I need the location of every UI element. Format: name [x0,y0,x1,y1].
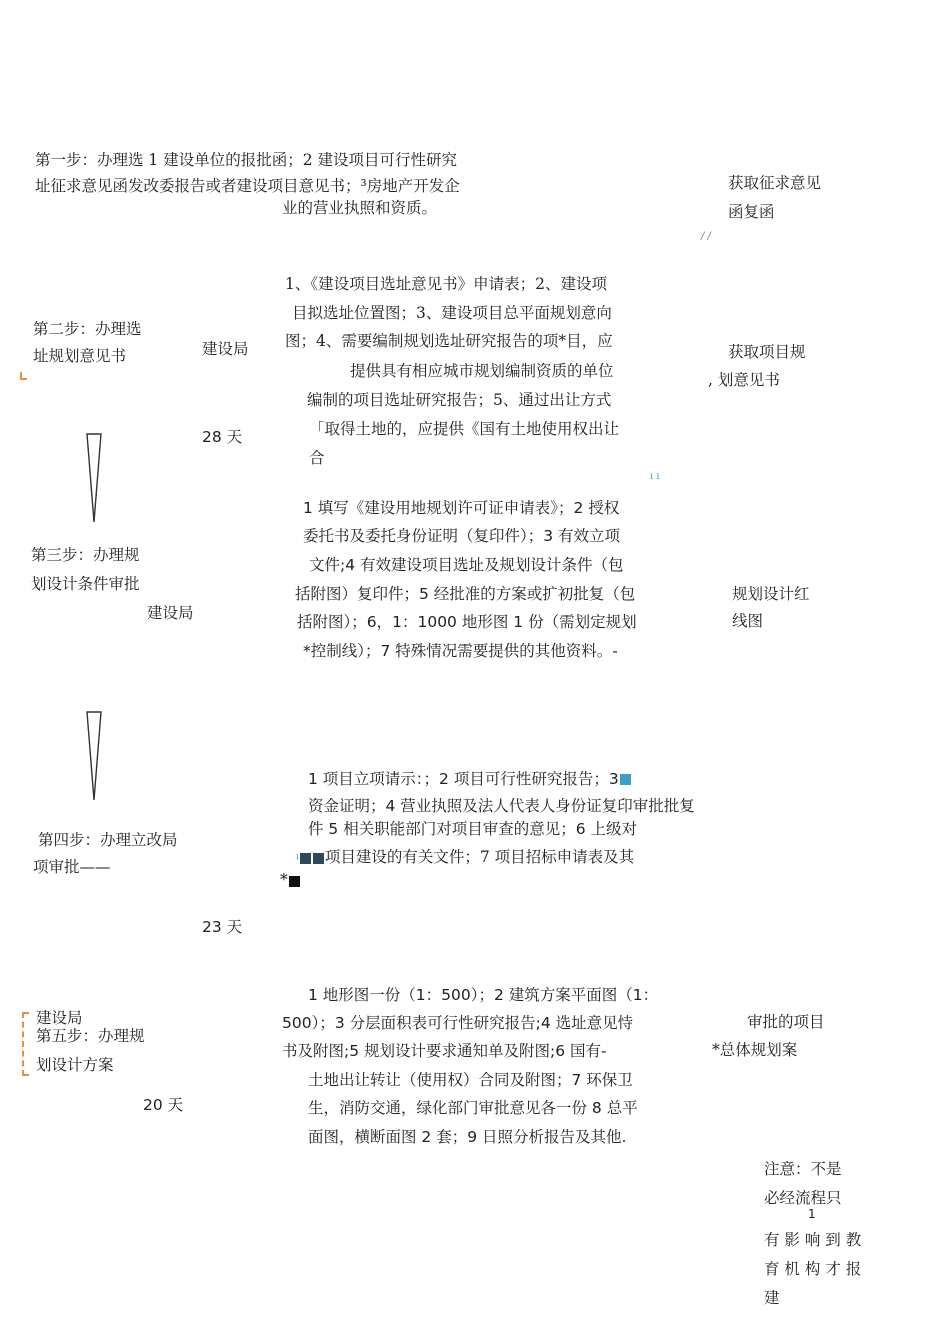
square-icon [300,853,311,864]
step3-material-line-5: 括附图）；6，1：1000 地形图 1 份（需划定规划 [297,613,637,631]
step2-material-line-2: 目拟选址位置图；3、建设项目总平面规划意向 [292,304,612,322]
step5-material-line-2: 500）；3 分层面积表可行性研究报告;4 选址意见恃 [282,1014,634,1032]
step4-material-line-1-text: 1 项目立项请示：；2 项目可行性研究报告；3 [308,770,619,788]
step3-agency: 建设局 [147,604,194,622]
step3-material-line-6: *控制线）；7 特殊情况需要提供的其他资料。- [303,642,618,660]
step4-material-line-4 [296,843,634,872]
step1-line-3: 业的营业执照和资质。 [282,199,438,217]
step5-material-line-1: 1 地形图一份（1：500）；2 建筑方案平面图（1： [308,986,659,1004]
blue-square-icon [620,774,631,785]
step4-material-line-3: 件 5 相关职能部门对项目审查的意见；6 上级对 [308,820,638,838]
page-number: 1 [808,1207,816,1221]
step4-mark: ı [296,852,299,862]
step2-material-line-1: 1、《建设项目选址意见书》申请表；2、建设项 [285,275,607,293]
step5-title-line-1: 第五步：办理规 [36,1027,145,1045]
step1-mark: / / [701,231,711,242]
step3-material-line-1: 1 填写《建设用地规划许可证申请表》；2 授权 [303,499,620,517]
step4-title-line-2: 项审批—— [33,858,111,876]
step3-result-line-2: 线图 [732,612,764,630]
step1-result-line-1: 获取征求意见 [728,174,822,192]
step5-title-line-2: 划设计方案 [36,1056,114,1074]
step5-material-line-6: 面图，横断面图 2 套；9 日照分析报告及其他. [308,1128,627,1146]
step4-days: 23 天 [202,918,243,936]
step1-line-2: 址征求意见函发改委报告或者建设项目意见书；³房地产开发企 [35,177,460,195]
step3-material-line-3: 文件;4 有效建设项目选址及规划设计条件（包 [309,556,624,574]
step5-result-line-1: 审批的项目 [747,1013,825,1031]
step2-result-line-1: 获取项目规 [728,343,806,361]
step2-title-line-1: 第二步：办理选 [33,320,142,338]
note-line-4: 育 机 构 才 报 [764,1260,862,1278]
step2-material-line-3: 图；4、需要编制规划选址研究报告的项*目，应 [285,332,613,350]
step3-title-line-1: 第三步：办理规 [31,546,140,564]
step4-material-line-5-text: * [280,871,288,889]
step2-title-line-2: 址规划意见书 [33,347,127,365]
step5-agency: 建设局 [36,1009,83,1027]
step1-line-1: 第一步：办理选 1 建设单位的报批函；2 建设项目可行性研究 [35,151,458,169]
step3-material-line-2: 委托书及委托身份证明（复印件）；3 有效立项 [303,527,621,545]
black-square-icon [289,876,300,887]
note-line-1: 注意：不是 [764,1160,842,1178]
step2-mark: ı ı [650,471,660,482]
down-arrow-icon [85,432,103,524]
step2-material-line-7: 合 [309,449,325,467]
step3-title-line-2: 划设计条件审批 [31,575,140,593]
step1-result-line-2: 函复函 [728,203,775,221]
step5-material-line-4: 土地出让转让（使用权）合同及附图；7 环保卫 [308,1071,633,1089]
step2-material-line-5: 编制的项目选址研究报告；5、通过出让方式 [307,391,612,409]
step4-title-line-1: 第四步：办理立改局 [38,831,178,849]
step3-result-line-1: 规划设计红 [732,585,810,603]
step2-days: 28 天 [202,428,243,446]
step4-material-line-2: 资金证明；4 营业执照及法人代表人身份证复印审批批复 [308,797,695,815]
step3-material-line-4: 括附图）复印件；5 经批准的方案或扩初批复（包 [295,585,636,603]
orange-bracket [22,1012,29,1076]
note-line-2: 必经流程只 [764,1189,842,1207]
step5-material-line-5: 生，消防交通，绿化部门审批意见各一份 8 总平 [308,1099,638,1117]
step5-material-line-3: 书及附图;5 规划设计要求通知单及附图;6 国有- [282,1042,607,1060]
step5-days: 20 天 [143,1096,184,1114]
step2-material-line-6: 「取得土地的，应提供《国有土地使用权出让 [309,420,620,438]
step4-material-line-1 [308,765,632,794]
step5-result-line-2: *总体规划案 [712,1041,798,1059]
step4-material-line-5 [280,866,301,895]
step2-material-line-4: 提供具有相应城市规划编制资质的单位 [350,362,614,380]
step4-material-line-4-text: 项目建设的有关文件；7 项目招标申请表及其 [324,848,635,866]
note-line-5: 建 [764,1289,780,1307]
step2-agency: 建设局 [202,340,249,358]
note-line-3: 有 影 响 到 教 [764,1231,862,1249]
orange-marker [20,372,27,380]
down-arrow-icon [85,710,103,802]
square-icon [313,853,324,864]
step2-result-line-2: , 划意见书 [708,371,780,389]
